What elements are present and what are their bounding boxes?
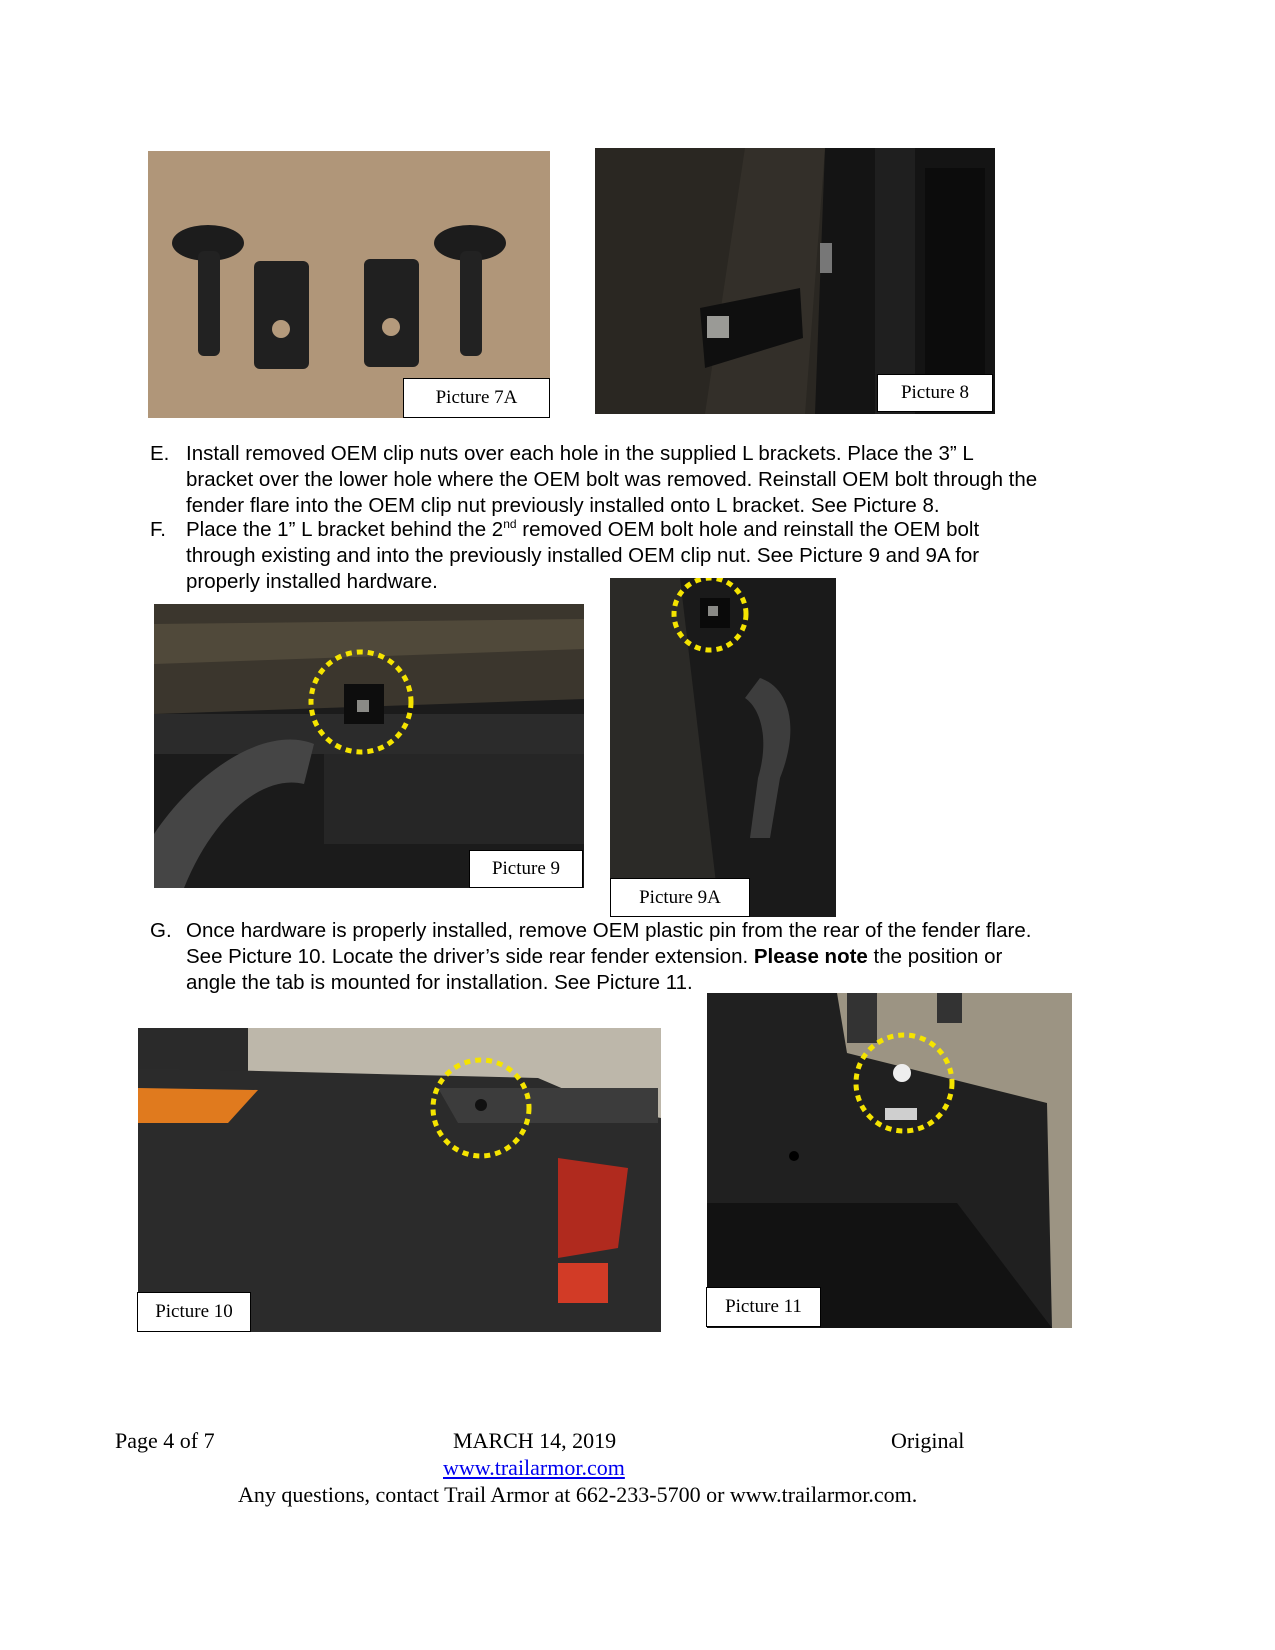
step-f-line-1 [186, 517, 1106, 543]
step-e [150, 441, 1110, 521]
picture-9-caption: Picture 9 [469, 850, 583, 888]
footer-website-link[interactable]: www.trailarmor.com [443, 1455, 625, 1480]
step-f-line-1-end: removed OEM bolt hole and reinstall the OEM bolt [516, 518, 980, 541]
picture-9a-image [610, 578, 836, 917]
picture-10-image [138, 1028, 661, 1332]
picture-11-image [707, 993, 1072, 1328]
step-f-letter: F. [150, 518, 166, 541]
step-g-bold-note: Please note [753, 945, 868, 968]
step-f-line-1-start: Place the 1” L bracket behind the 2 [186, 518, 504, 541]
footer-status: Original [891, 1428, 965, 1453]
footer-date: MARCH 14, 2019 [453, 1428, 617, 1453]
picture-8-caption: Picture 8 [877, 374, 993, 412]
footer-page-number: Page 4 of 7 [115, 1428, 215, 1453]
picture-9-image [154, 604, 584, 888]
step-e-line-2: bracket over the lower hole where the OEM bolt was removed. Reinstall OEM bolt through the [186, 468, 1038, 491]
picture-11-caption: Picture 11 [706, 1287, 821, 1327]
step-g-line-1: Once hardware is properly installed, remove OEM plastic pin from the rear of the fender flare. [186, 919, 1032, 942]
step-g [150, 918, 1110, 998]
step-e-line-3: fender flare into the OEM clip nut previously installed onto L bracket. See Picture 8. [186, 494, 940, 517]
step-g-line-2 [186, 944, 1106, 970]
step-f-superscript: nd [503, 517, 517, 532]
step-g-line-3: angle the tab is mounted for installation. See Picture 11. [186, 971, 693, 994]
picture-7a-caption: Picture 7A [403, 378, 550, 418]
step-g-letter: G. [150, 919, 172, 942]
step-e-letter: E. [150, 442, 170, 465]
step-e-line-1: Install removed OEM clip nuts over each hole in the supplied L brackets. Place the 3” L [186, 442, 974, 465]
step-f-line-3: properly installed hardware. [186, 570, 438, 593]
picture-9a-caption: Picture 9A [610, 878, 750, 917]
step-f-line-2: through existing and into the previously installed OEM clip nut. See Picture 9 and 9A for [186, 544, 980, 567]
step-g-line-2-start: See Picture 10. Locate the driver’s side rear fender extension. [186, 945, 754, 968]
footer-contact: Any questions, contact Trail Armor at 662-233-5700 or www.trailarmor.com. [238, 1482, 918, 1507]
step-g-line-2-end: the position or [867, 945, 1003, 968]
picture-10-caption: Picture 10 [137, 1292, 251, 1332]
